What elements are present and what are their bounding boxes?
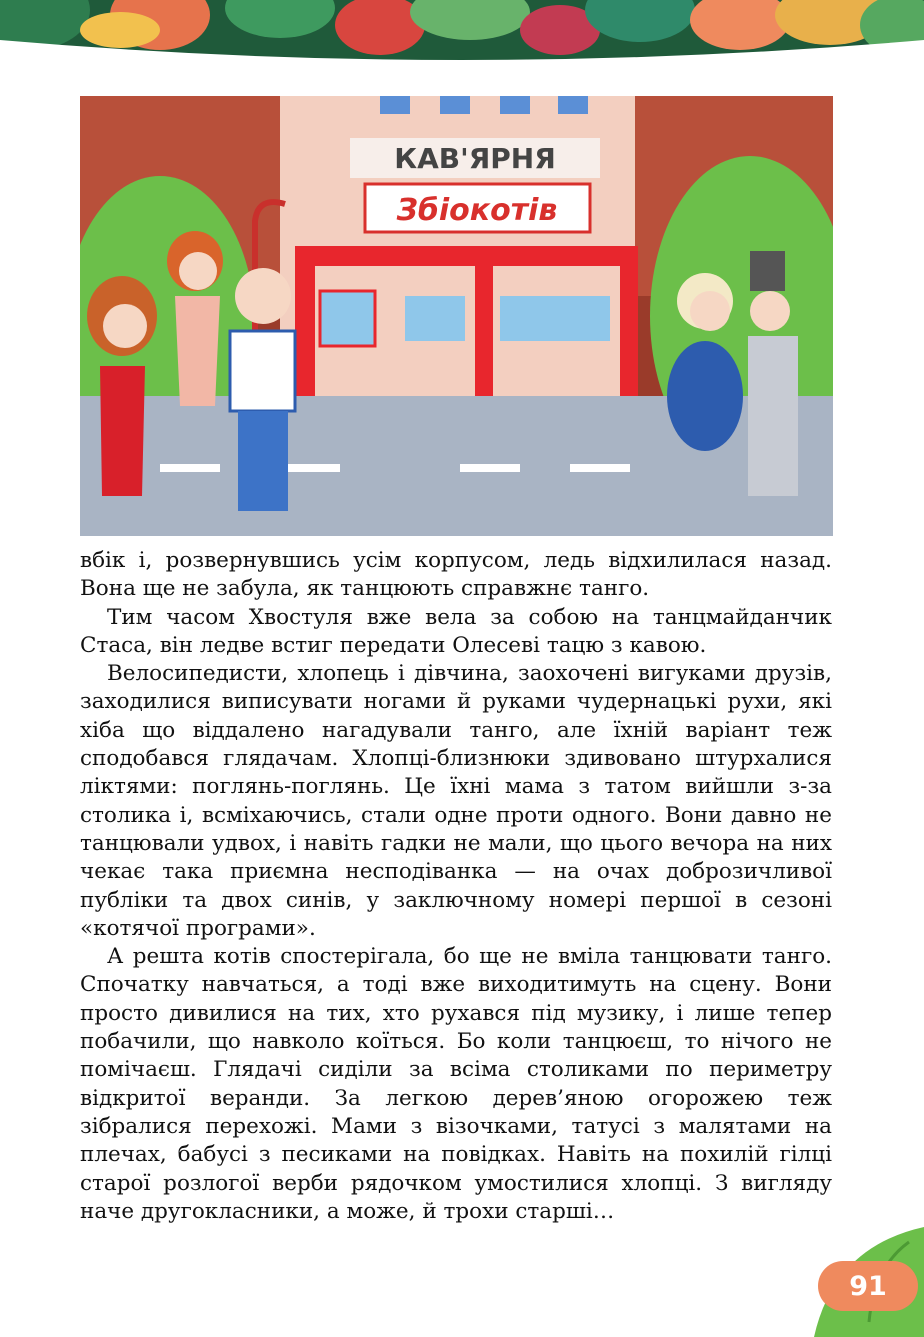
grandmother-in-blue: [667, 273, 743, 451]
floral-banner: [0, 0, 924, 70]
man-in-striped-shirt: [230, 268, 295, 511]
story-text: [80, 547, 832, 1226]
paragraph-2: Тим часом Хвостуля вже вела за собою на танцмайданчик Стаса, він ледве встиг передати Олесеві тацю з кавою.: [80, 604, 832, 658]
paragraph-4: А решта котів спостерігала, бо ще не вміла танцювати танго. Спочатку навчаться, а тоді вже виходитимуть на сцену. Вони просто дивилися на тих, хто рухався під музику, і лише тепер побачили, що навколо коїться. Бо коли танцюєш, то нічого не помічаєш. Глядачі сиділи за всіма столиками по периметру відкритої веранди. За легкою дерев’яною огорожею теж зібралися перехожі. Мами з візочками, татусі з малятами на плечах, бабусі з песиками на повідках. Навіть на похилій гілці старої розлогої верби рядочком умостилися хлопці. З вигляду наче другокласники, а може, й трохи старші…: [80, 944, 832, 1224]
paragraph-3: Велосипедисти, хлопець і дівчина, заохочені вигуками друзів, заходилися виписувати ногами й руками чудернацькі рухи, які хіба що віддалено нагадували танго, але їхній варіант теж сподобався глядачам. Хлопці-близнюки здивовано штурхалися ліктями: поглянь-поглянь. Це їхні мама з татом вийшли з-за столика і, всміхаючись, стали одне проти одного. Вони давно не танцювали удвох, і навіть гадки не мали, що цього вечора на них чекає така приємна несподіванка — на очах доброзичливої публіки та двох синів, у заключному номері першої в сезоні «котячої програми».: [80, 661, 832, 941]
sign-text-1: КАВ'ЯРНЯ: [394, 142, 556, 175]
sign-text-2: Збіокотів: [396, 193, 558, 228]
cafe-illustration: [80, 96, 833, 536]
page-number: 91: [818, 1261, 918, 1311]
paragraph-1: вбік і, розвернувшись усім корпусом, ледь відхилилася назад. Вона ще не забула, як танцюють справжнє танго.: [80, 548, 832, 602]
